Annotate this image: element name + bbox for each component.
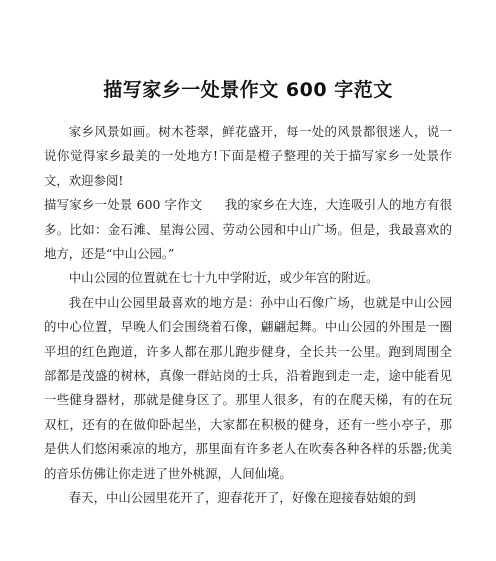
essay-first-paragraph bbox=[44, 193, 452, 266]
essay-heading: 描写家乡一处景 600 字作文 bbox=[44, 197, 203, 213]
document-title: 描写家乡一处景作文 600 字范文 bbox=[103, 79, 393, 101]
body-paragraph-2: 我在中山公园里最喜欢的地方是：孙中山石像广场，也就是中山公园的中心位置，早晚人们会围绕着石像，翩翩起舞。中山公园的外围是一圈平坦的红色跑道，许多人都在那儿跑步健身，全长共一公里。跑到周围全部都是茂盛的树林，真像一群站岗的士兵，沿着跑到走一走，途中能看见一些健身器材，那就是健身区了。那里人很多，有的在爬天梯，有的在玩双杠，还有的在做仰卧起坐，大家都在积极的健身，还有一些小亭子，那是供人们悠闲乘凉的地方，那里面有许多老人在吹奏各种各样的乐器;优美的音乐仿佛让你走进了世外桃源，人间仙境。 bbox=[44, 294, 452, 481]
essay-first-text: 我的家乡在大连，大连吸引人的地方有很多。比如：金石滩、星海公园、劳动公园和中山广场。但是，我最喜欢的地方，还是“中山公园。” bbox=[44, 197, 453, 262]
body-paragraph-1: 中山公园的位置就在七十九中学附近，或少年宫的附近。 bbox=[68, 270, 379, 286]
body-paragraph-3: 春天，中山公园里花开了，迎春花开了，好像在迎接春姑娘的到 bbox=[68, 490, 416, 506]
document-body bbox=[44, 120, 452, 511]
intro-paragraph: 家乡风景如画。树木苍翠，鲜花盛开，每一处的风景都很迷人，说一说你觉得家乡最美的一处地方!下面是橙子整理的关于描写家乡一处景作文，欢迎参阅! bbox=[44, 124, 452, 188]
